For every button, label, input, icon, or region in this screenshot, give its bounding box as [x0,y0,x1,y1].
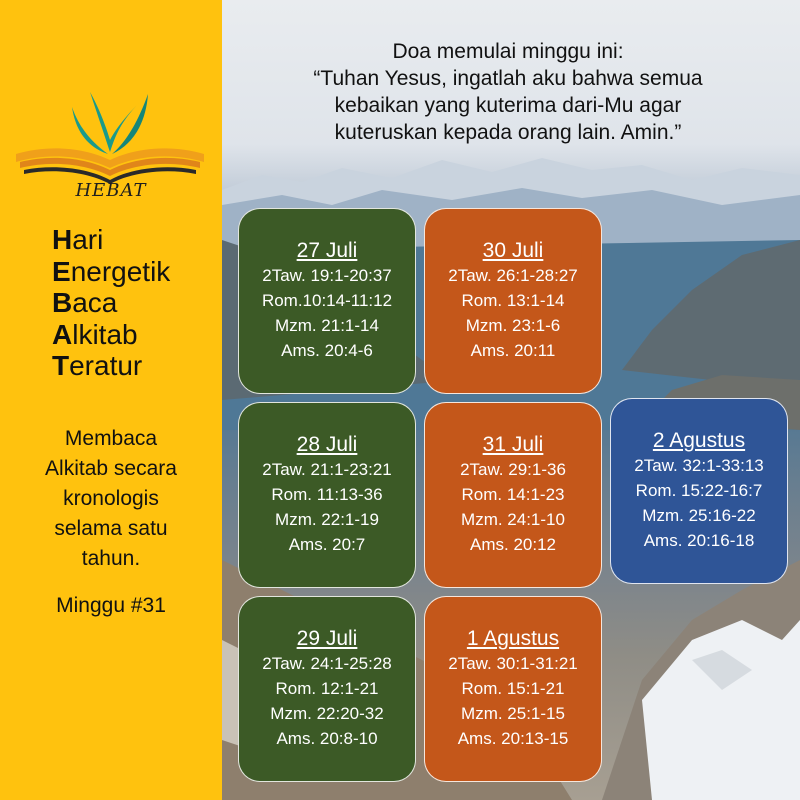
card-reading: 2Taw. 32:1-33:13 [634,456,764,475]
sidebar [0,0,222,800]
acronym-line-3: Baca [52,287,118,318]
reading-card-1-agustus [424,596,602,782]
card-reading: Mzm. 21:1-14 [275,316,379,335]
card-date: 1 Agustus [466,627,560,650]
reading-card-27-juli [238,208,416,394]
reading-card-28-juli [238,402,416,588]
card-reading: Ams. 20:12 [470,535,556,554]
card-reading: Ams. 20:7 [288,535,366,554]
card-date: 27 Juli [296,239,358,262]
card-reading: Mzm. 23:1-6 [465,316,561,335]
logo-text: HEBAT [75,180,147,201]
card-reading: Rom. 15:1-21 [461,679,565,698]
week-label: Minggu #31 [56,594,166,617]
card-reading: 2Taw. 26:1-28:27 [448,266,578,285]
card-date: 29 Juli [296,627,358,650]
card-reading: Rom.10:14-11:12 [261,291,393,310]
acronym-list [52,224,170,382]
card-date: 28 Juli [296,433,358,456]
acronym-line-5: Teratur [52,350,143,381]
card-date: 31 Juli [482,433,544,456]
card-reading: Ams. 20:11 [470,341,556,360]
acronym-line-2: Energetik [52,255,171,287]
card-reading: Ams. 20:4-6 [281,341,373,360]
card-reading: Mzm. 22:20-32 [270,704,384,723]
reading-card-31-juli [424,402,602,588]
card-reading: 2Taw. 29:1-36 [460,460,566,479]
card-reading: Ams. 20:8-10 [276,729,378,748]
acronym-line-1: Hari [52,224,104,255]
card-reading: Mzm. 24:1-10 [461,510,565,529]
card-reading: Rom. 15:22-16:7 [635,481,763,500]
card-reading: 2Taw. 19:1-20:37 [262,266,392,285]
card-reading: 2Taw. 24:1-25:28 [262,654,392,673]
card-reading: 2Taw. 30:1-31:21 [448,654,578,673]
card-reading: Mzm. 22:1-19 [275,510,379,529]
card-reading: Rom. 12:1-21 [275,679,379,698]
card-reading: Mzm. 25:1-15 [461,704,565,723]
card-reading: Mzm. 25:16-22 [642,506,756,525]
reading-card-2-agustus [610,398,788,584]
weekly-prayer: Doa memulai minggu ini: “Tuhan Yesus, ingatlah aku bahwa semua kebaikan yang kuterima dari-Mu agar kuteruskan kepada orang lain. Amin.” [313,40,703,144]
card-reading: Ams. 20:16-18 [643,531,755,550]
card-reading: Rom. 14:1-23 [461,485,565,504]
card-date: 2 Agustus [652,429,746,452]
reading-card-30-juli [424,208,602,394]
card-reading: Ams. 20:13-15 [457,729,569,748]
card-reading: Rom. 11:13-36 [271,485,383,504]
card-date: 30 Juli [482,239,544,262]
card-reading: 2Taw. 21:1-23:21 [262,460,392,479]
description-text: Membaca Alkitab secara kronologis selama satu tahun. [45,427,177,570]
card-reading: Rom. 13:1-14 [461,291,565,310]
reading-card-29-juli [238,596,416,782]
acronym-line-4: Alkitab [52,318,138,350]
